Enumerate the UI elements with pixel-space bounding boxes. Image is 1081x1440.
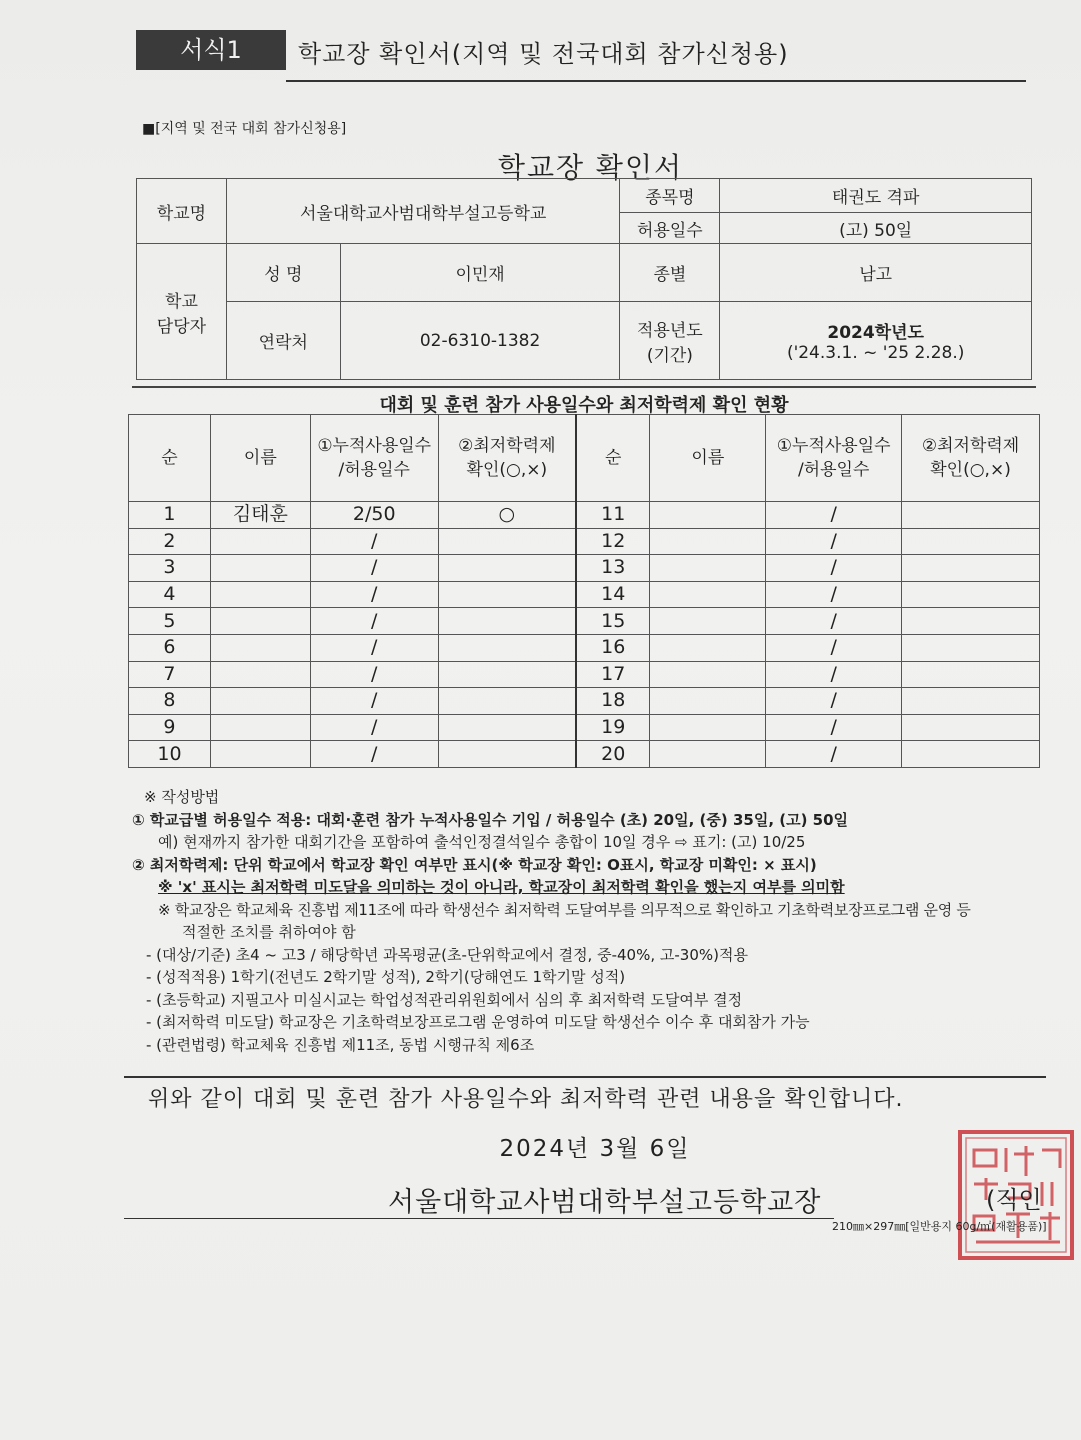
divider-bottom [124,1218,834,1219]
row-no: 4 [129,581,211,608]
row-days: / [310,555,438,582]
divider-top [124,1076,1046,1078]
row-check [438,634,576,661]
row-name [210,555,310,582]
row-name [650,688,766,715]
table-row [129,714,1040,741]
row-no: 10 [129,741,211,768]
form-title: 학교장 확인서(지역 및 전국대회 참가신청용) [298,40,789,68]
row-check [902,608,1040,635]
row-days: / [766,634,902,661]
school-name-label: 학교명 [137,179,227,244]
detail-2: - (성적적용) 1학기(전년도 2학기말 성적), 2학기(당해연도 1학기말 성적) [146,968,626,986]
row-days: 2/50 [310,502,438,529]
col-days-right: ①누적사용일수 /허용일수 [766,415,902,502]
row-no: 1 [129,502,211,529]
document-title: 학교장 확인서 [497,151,684,184]
row-name [650,502,766,529]
row-days: / [766,661,902,688]
row-check [438,741,576,768]
row-days: / [766,714,902,741]
row-days: / [766,502,902,529]
row-check [902,688,1040,715]
paper-spec: 210㎜×297㎜[일반용지 60g/㎡(재활용품)] [832,1220,1047,1233]
detail-1: - (대상/기준) 초4 ~ 고3 / 해당학년 과목평균(초-단위학교에서 결정, 중-40%, 고-30%)적용 [146,945,748,964]
row-days: / [310,688,438,715]
row-check [902,555,1040,582]
col-no-left: 순 [129,415,211,502]
issue-date: 2024년 3월 6일 [499,1136,691,1162]
row-check: ○ [438,502,576,529]
manager-name-value: 이민재 [340,244,620,302]
allowed-days-label: 허용일수 [620,213,720,244]
contact-label: 연락처 [226,302,340,380]
row-name [650,608,766,635]
row-days: / [766,581,902,608]
col-days-left: ①누적사용일수 /허용일수 [310,415,438,502]
seal-label: (직인 [986,1186,1042,1214]
status-table [128,414,1040,768]
form-number-tag: 서식1 [136,30,286,70]
note-2-a: ※ 'x' 표시는 최저학력 미도달을 의미하는 것이 아니라, 학교장이 최저학력 확인을 했는지 여부를 의미함 [158,878,845,896]
row-no: 5 [129,608,211,635]
row-days: / [310,608,438,635]
row-no: 8 [129,688,211,715]
row-check [902,634,1040,661]
row-check [438,661,576,688]
detail-5: - (관련법령) 학교체육 진흥법 제11조, 동법 시행규칙 제6조 [146,1035,535,1054]
note-1-example: 예) 현재까지 참가한 대회기간을 포함하여 출석인정결석일수 총합이 10일 경우 ⇨ 표기: (고) 10/25 [158,833,806,851]
row-days: / [766,528,902,555]
row-name [210,528,310,555]
row-check [438,555,576,582]
principal-title: 서울대학교사범대학부설고등학교장 [388,1187,822,1218]
row-check [438,688,576,715]
header-underline [286,80,1026,82]
row-check [902,502,1040,529]
apply-year-cell [720,302,1032,380]
table-row [129,741,1040,768]
row-days: / [766,555,902,582]
row-check [438,581,576,608]
row-no: 15 [576,608,650,635]
row-no: 7 [129,661,211,688]
row-days: / [766,741,902,768]
row-name [650,581,766,608]
row-days: / [310,581,438,608]
row-no: 3 [129,555,211,582]
row-days: / [310,741,438,768]
school-manager-label: 학교 담당자 [137,244,227,380]
row-check [438,714,576,741]
apply-year-value: 2024학년도 [827,323,924,343]
row-no: 20 [576,741,650,768]
row-check [438,608,576,635]
row-name [650,661,766,688]
note-2: ② 최저학력제: 단위 학교에서 학교장 확인 여부만 표시(※ 학교장 확인: O표시, 학교장 미확인: × 표시) [132,855,817,874]
col-name-right: 이름 [650,415,766,502]
row-name [650,634,766,661]
row-days: / [310,528,438,555]
table-row [129,555,1040,582]
row-name [210,688,310,715]
col-check-right: ②최저학력제 확인(○,×) [902,415,1040,502]
row-no: 19 [576,714,650,741]
row-name [210,714,310,741]
row-no: 16 [576,634,650,661]
apply-year-label: 적용년도 (기간) [620,302,720,380]
row-check [902,714,1040,741]
table-row [129,502,1040,529]
status-table-title: 대회 및 훈련 참가 사용일수와 최저학력제 확인 현황 [132,386,1036,417]
row-name [210,581,310,608]
form-header [136,30,1026,72]
detail-3: - (초등학교) 지필고사 미실시교는 학업성적관리위원회에서 심의 후 최저학력 도달여부 결정 [146,990,743,1009]
row-name [210,741,310,768]
table-row [129,608,1040,635]
row-no: 2 [129,528,211,555]
row-no: 12 [576,528,650,555]
event-label: 종목명 [620,179,720,213]
row-days: / [766,608,902,635]
row-name [650,714,766,741]
table-row [129,528,1040,555]
note-2-b-cont: 적절한 조치를 취하여야 함 [182,923,356,941]
row-no: 13 [576,555,650,582]
row-name [650,741,766,768]
confirmation-statement: 위와 같이 대회 및 훈련 참가 사용일수와 최저학력 관련 내용을 확인합니다. [148,1087,904,1112]
row-days: / [310,634,438,661]
table-row [129,661,1040,688]
subheading: ■[지역 및 전국 대회 참가신청용] [142,121,347,137]
contact-value: 02-6310-1382 [340,302,620,380]
table-row [129,634,1040,661]
row-check [902,661,1040,688]
row-check [902,581,1040,608]
row-no: 6 [129,634,211,661]
note-2-b: ※ 학교장은 학교체육 진흥법 제11조에 따라 학생선수 최저학력 도달여부를 의무적으로 확인하고 기초학력보장프로그램 운영 등 [158,900,971,919]
event-value: 태권도 격파 [720,179,1032,213]
col-name-left: 이름 [210,415,310,502]
note-1: ① 학교급별 허용일수 적용: 대회·훈련 참가 누적사용일수 기입 / 허용일수 (초) 20일, (중) 35일, (고) 50일 [132,810,849,829]
row-name [210,661,310,688]
category-label: 종별 [620,244,720,302]
category-value: 남고 [720,244,1032,302]
row-no: 11 [576,502,650,529]
row-check [902,528,1040,555]
row-no: 14 [576,581,650,608]
row-days: / [310,714,438,741]
col-check-left: ②최저학력제 확인(○,×) [438,415,576,502]
col-no-right: 순 [576,415,650,502]
detail-4: - (최저학력 미도달) 학교장은 기초학력보장프로그램 운영하여 미도달 학생선수 이수 후 대회참가 가능 [146,1013,810,1031]
school-info-table [136,178,1032,380]
row-name [210,634,310,661]
instructions [132,786,1052,1056]
manager-name-label: 성 명 [226,244,340,302]
row-no: 17 [576,661,650,688]
table-row [129,688,1040,715]
school-name-value: 서울대학교사범대학부설고등학교 [226,179,620,244]
row-check [902,741,1040,768]
table-row [129,581,1040,608]
row-days: / [310,661,438,688]
apply-period-value: ('24.3.1. ~ '25 2.28.) [786,343,965,363]
row-name: 김태훈 [210,502,310,529]
row-name [650,528,766,555]
row-name [210,608,310,635]
row-check [438,528,576,555]
notes-heading: ※ 작성방법 [144,788,220,806]
row-no: 9 [129,714,211,741]
row-days: / [766,688,902,715]
row-no: 18 [576,688,650,715]
row-name [650,555,766,582]
allowed-days-value: (고) 50일 [720,213,1032,244]
